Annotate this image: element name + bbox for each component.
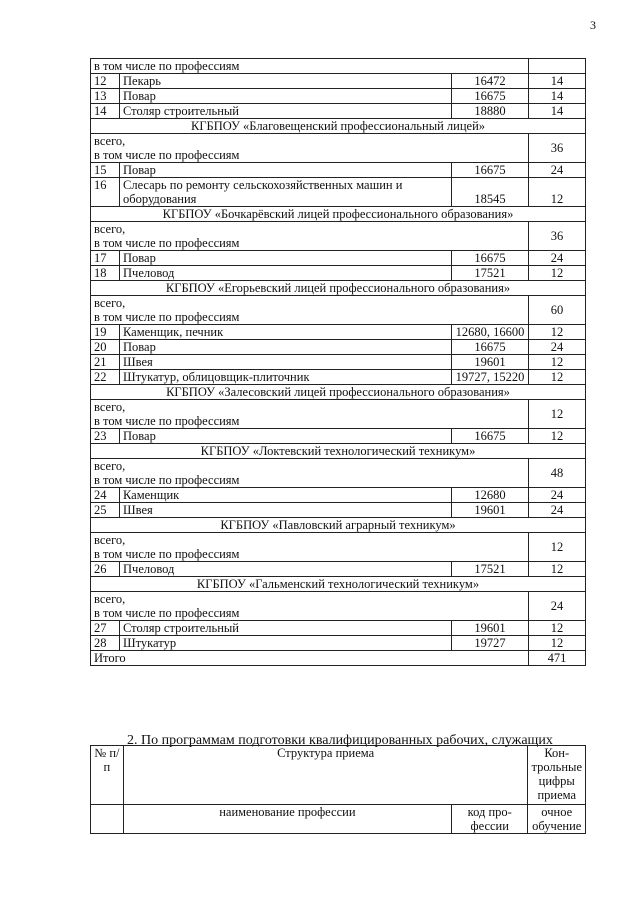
profession-code: 17521 <box>452 266 529 281</box>
col-num-header: № п/п <box>91 746 124 805</box>
institution-row <box>91 518 586 533</box>
row-number: 15 <box>91 163 120 178</box>
table-row <box>91 163 586 178</box>
profession-name: Пчеловод <box>120 562 452 577</box>
section-heading: 2. По программам подготовки квалифицированных рабочих, служащих <box>127 733 553 748</box>
row-number: 16 <box>91 178 120 207</box>
profession-name: Повар <box>120 340 452 355</box>
table-row <box>91 355 586 370</box>
total-value: 36 <box>529 134 586 163</box>
total-sublabel: в том числе по профессиям <box>94 606 240 620</box>
institution-row <box>91 281 586 296</box>
admission-value: 24 <box>529 163 586 178</box>
institution-name: КГБПОУ «Залесовский лицей профессионального образования» <box>91 385 586 400</box>
total-row <box>91 592 586 621</box>
total-value: 12 <box>529 533 586 562</box>
table-row <box>91 89 586 104</box>
profession-code: 16675 <box>452 163 529 178</box>
total-label-cell <box>91 222 529 251</box>
profession-name: Повар <box>120 89 452 104</box>
section2-header-row <box>91 746 586 805</box>
table-row <box>91 562 586 577</box>
table-header-row <box>91 59 586 74</box>
total-label: всего, <box>94 134 126 148</box>
row-number: 14 <box>91 104 120 119</box>
institution-name: КГБПОУ «Гальменский технологический техникум» <box>91 577 586 592</box>
total-sublabel: в том числе по профессиям <box>94 310 240 324</box>
admission-value: 12 <box>529 621 586 636</box>
row-number: 25 <box>91 503 120 518</box>
institution-row <box>91 385 586 400</box>
institution-name: КГБПОУ «Павловский аграрный техникум» <box>91 518 586 533</box>
profession-name: Швея <box>120 355 452 370</box>
profession-code: 19601 <box>452 355 529 370</box>
col-prof-code-header: код про-фессии <box>451 805 528 834</box>
profession-name: Штукатур <box>120 636 452 651</box>
profession-code: 19727, 15220 <box>452 370 529 385</box>
profession-code: 19601 <box>452 621 529 636</box>
profession-code: 18545 <box>452 178 529 207</box>
total-sublabel: в том числе по профессиям <box>94 414 240 428</box>
row-number: 23 <box>91 429 120 444</box>
profession-name: Столяр строительный <box>120 104 452 119</box>
section2-table <box>90 745 586 834</box>
total-label-cell <box>91 296 529 325</box>
profession-name: Швея <box>120 503 452 518</box>
total-label: всего, <box>94 592 126 606</box>
row-number: 12 <box>91 74 120 89</box>
row-number: 18 <box>91 266 120 281</box>
grand-total-row <box>91 651 586 666</box>
profession-name: Столяр строительный <box>120 621 452 636</box>
col-structure-header: Структура приема <box>123 746 528 805</box>
row-number: 26 <box>91 562 120 577</box>
table-row <box>91 266 586 281</box>
row-number: 21 <box>91 355 120 370</box>
total-row <box>91 533 586 562</box>
admission-value: 12 <box>529 562 586 577</box>
profession-code: 16675 <box>452 340 529 355</box>
total-sublabel: в том числе по профессиям <box>94 148 240 162</box>
profession-code: 16472 <box>452 74 529 89</box>
profession-name: Повар <box>120 251 452 266</box>
admission-value: 12 <box>529 636 586 651</box>
profession-name: Пекарь <box>120 74 452 89</box>
institution-name: КГБПОУ «Егорьевский лицей профессионального образования» <box>91 281 586 296</box>
total-label: всего, <box>94 222 126 236</box>
table-row <box>91 503 586 518</box>
grand-total-label: Итого <box>91 651 529 666</box>
admission-value: 24 <box>529 340 586 355</box>
admissions-table <box>90 58 586 666</box>
total-label: всего, <box>94 459 126 473</box>
col-prof-name-header: наименование профессии <box>123 805 451 834</box>
table-row <box>91 178 586 207</box>
admission-value: 12 <box>529 429 586 444</box>
table-row <box>91 251 586 266</box>
row-number: 22 <box>91 370 120 385</box>
institution-name: КГБПОУ «Благовещенский профессиональный лицей» <box>91 119 586 134</box>
row-number: 20 <box>91 340 120 355</box>
admission-value: 14 <box>529 89 586 104</box>
total-row <box>91 222 586 251</box>
total-label-cell <box>91 459 529 488</box>
empty-cell <box>91 805 124 834</box>
institution-row <box>91 577 586 592</box>
total-label: всего, <box>94 296 126 310</box>
total-sublabel: в том числе по профессиям <box>94 547 240 561</box>
profession-name: Повар <box>120 163 452 178</box>
page-number: 3 <box>590 18 596 32</box>
total-sublabel: в том числе по профессиям <box>94 473 240 487</box>
total-label: всего, <box>94 533 126 547</box>
institution-row <box>91 444 586 459</box>
header-cell: в том числе по профессиям <box>91 59 529 74</box>
profession-code: 16675 <box>452 429 529 444</box>
profession-name: Повар <box>120 429 452 444</box>
profession-code: 17521 <box>452 562 529 577</box>
admission-value: 24 <box>529 488 586 503</box>
col-fulltime-header: очное обучение <box>528 805 586 834</box>
admission-value: 14 <box>529 74 586 89</box>
admission-value: 12 <box>529 370 586 385</box>
table-row <box>91 636 586 651</box>
profession-code: 16675 <box>452 251 529 266</box>
total-label-cell <box>91 400 529 429</box>
profession-code: 12680, 16600 <box>452 325 529 340</box>
profession-name: Каменщик, печник <box>120 325 452 340</box>
total-row <box>91 134 586 163</box>
admission-value: 12 <box>529 325 586 340</box>
table-row <box>91 429 586 444</box>
profession-code: 16675 <box>452 89 529 104</box>
total-value: 60 <box>529 296 586 325</box>
profession-name: Слесарь по ремонту сельскохозяйственных машин и оборудования <box>120 178 452 207</box>
section2-subheader-row <box>91 805 586 834</box>
admission-value: 12 <box>529 355 586 370</box>
admission-value: 14 <box>529 104 586 119</box>
table-row <box>91 488 586 503</box>
profession-name: Каменщик <box>120 488 452 503</box>
total-row <box>91 296 586 325</box>
profession-name: Пчеловод <box>120 266 452 281</box>
total-label-cell <box>91 592 529 621</box>
row-number: 24 <box>91 488 120 503</box>
admission-value: 12 <box>529 178 586 207</box>
table-row <box>91 621 586 636</box>
total-row <box>91 400 586 429</box>
total-row <box>91 459 586 488</box>
admission-value: 24 <box>529 503 586 518</box>
header-value-cell <box>529 59 586 74</box>
profession-code: 19727 <box>452 636 529 651</box>
row-number: 19 <box>91 325 120 340</box>
total-value: 36 <box>529 222 586 251</box>
table-row <box>91 340 586 355</box>
admission-value: 12 <box>529 266 586 281</box>
profession-code: 18880 <box>452 104 529 119</box>
admission-value: 24 <box>529 251 586 266</box>
profession-code: 12680 <box>452 488 529 503</box>
total-sublabel: в том числе по профессиям <box>94 236 240 250</box>
table-row <box>91 104 586 119</box>
institution-name: КГБПОУ «Локтевский технологический техникум» <box>91 444 586 459</box>
row-number: 13 <box>91 89 120 104</box>
grand-total-value: 471 <box>529 651 586 666</box>
institution-row <box>91 119 586 134</box>
profession-code: 19601 <box>452 503 529 518</box>
institution-row <box>91 207 586 222</box>
institution-name: КГБПОУ «Бочкарёвский лицей профессионального образования» <box>91 207 586 222</box>
row-number: 27 <box>91 621 120 636</box>
total-value: 48 <box>529 459 586 488</box>
total-label-cell <box>91 134 529 163</box>
table-row <box>91 370 586 385</box>
total-value: 24 <box>529 592 586 621</box>
row-number: 17 <box>91 251 120 266</box>
total-label-cell <box>91 533 529 562</box>
total-label: всего, <box>94 400 126 414</box>
table-row <box>91 325 586 340</box>
profession-name: Штукатур, облицовщик-плиточник <box>120 370 452 385</box>
col-control-header: Кон-трольные цифры приема <box>528 746 586 805</box>
total-value: 12 <box>529 400 586 429</box>
row-number: 28 <box>91 636 120 651</box>
table-row <box>91 74 586 89</box>
